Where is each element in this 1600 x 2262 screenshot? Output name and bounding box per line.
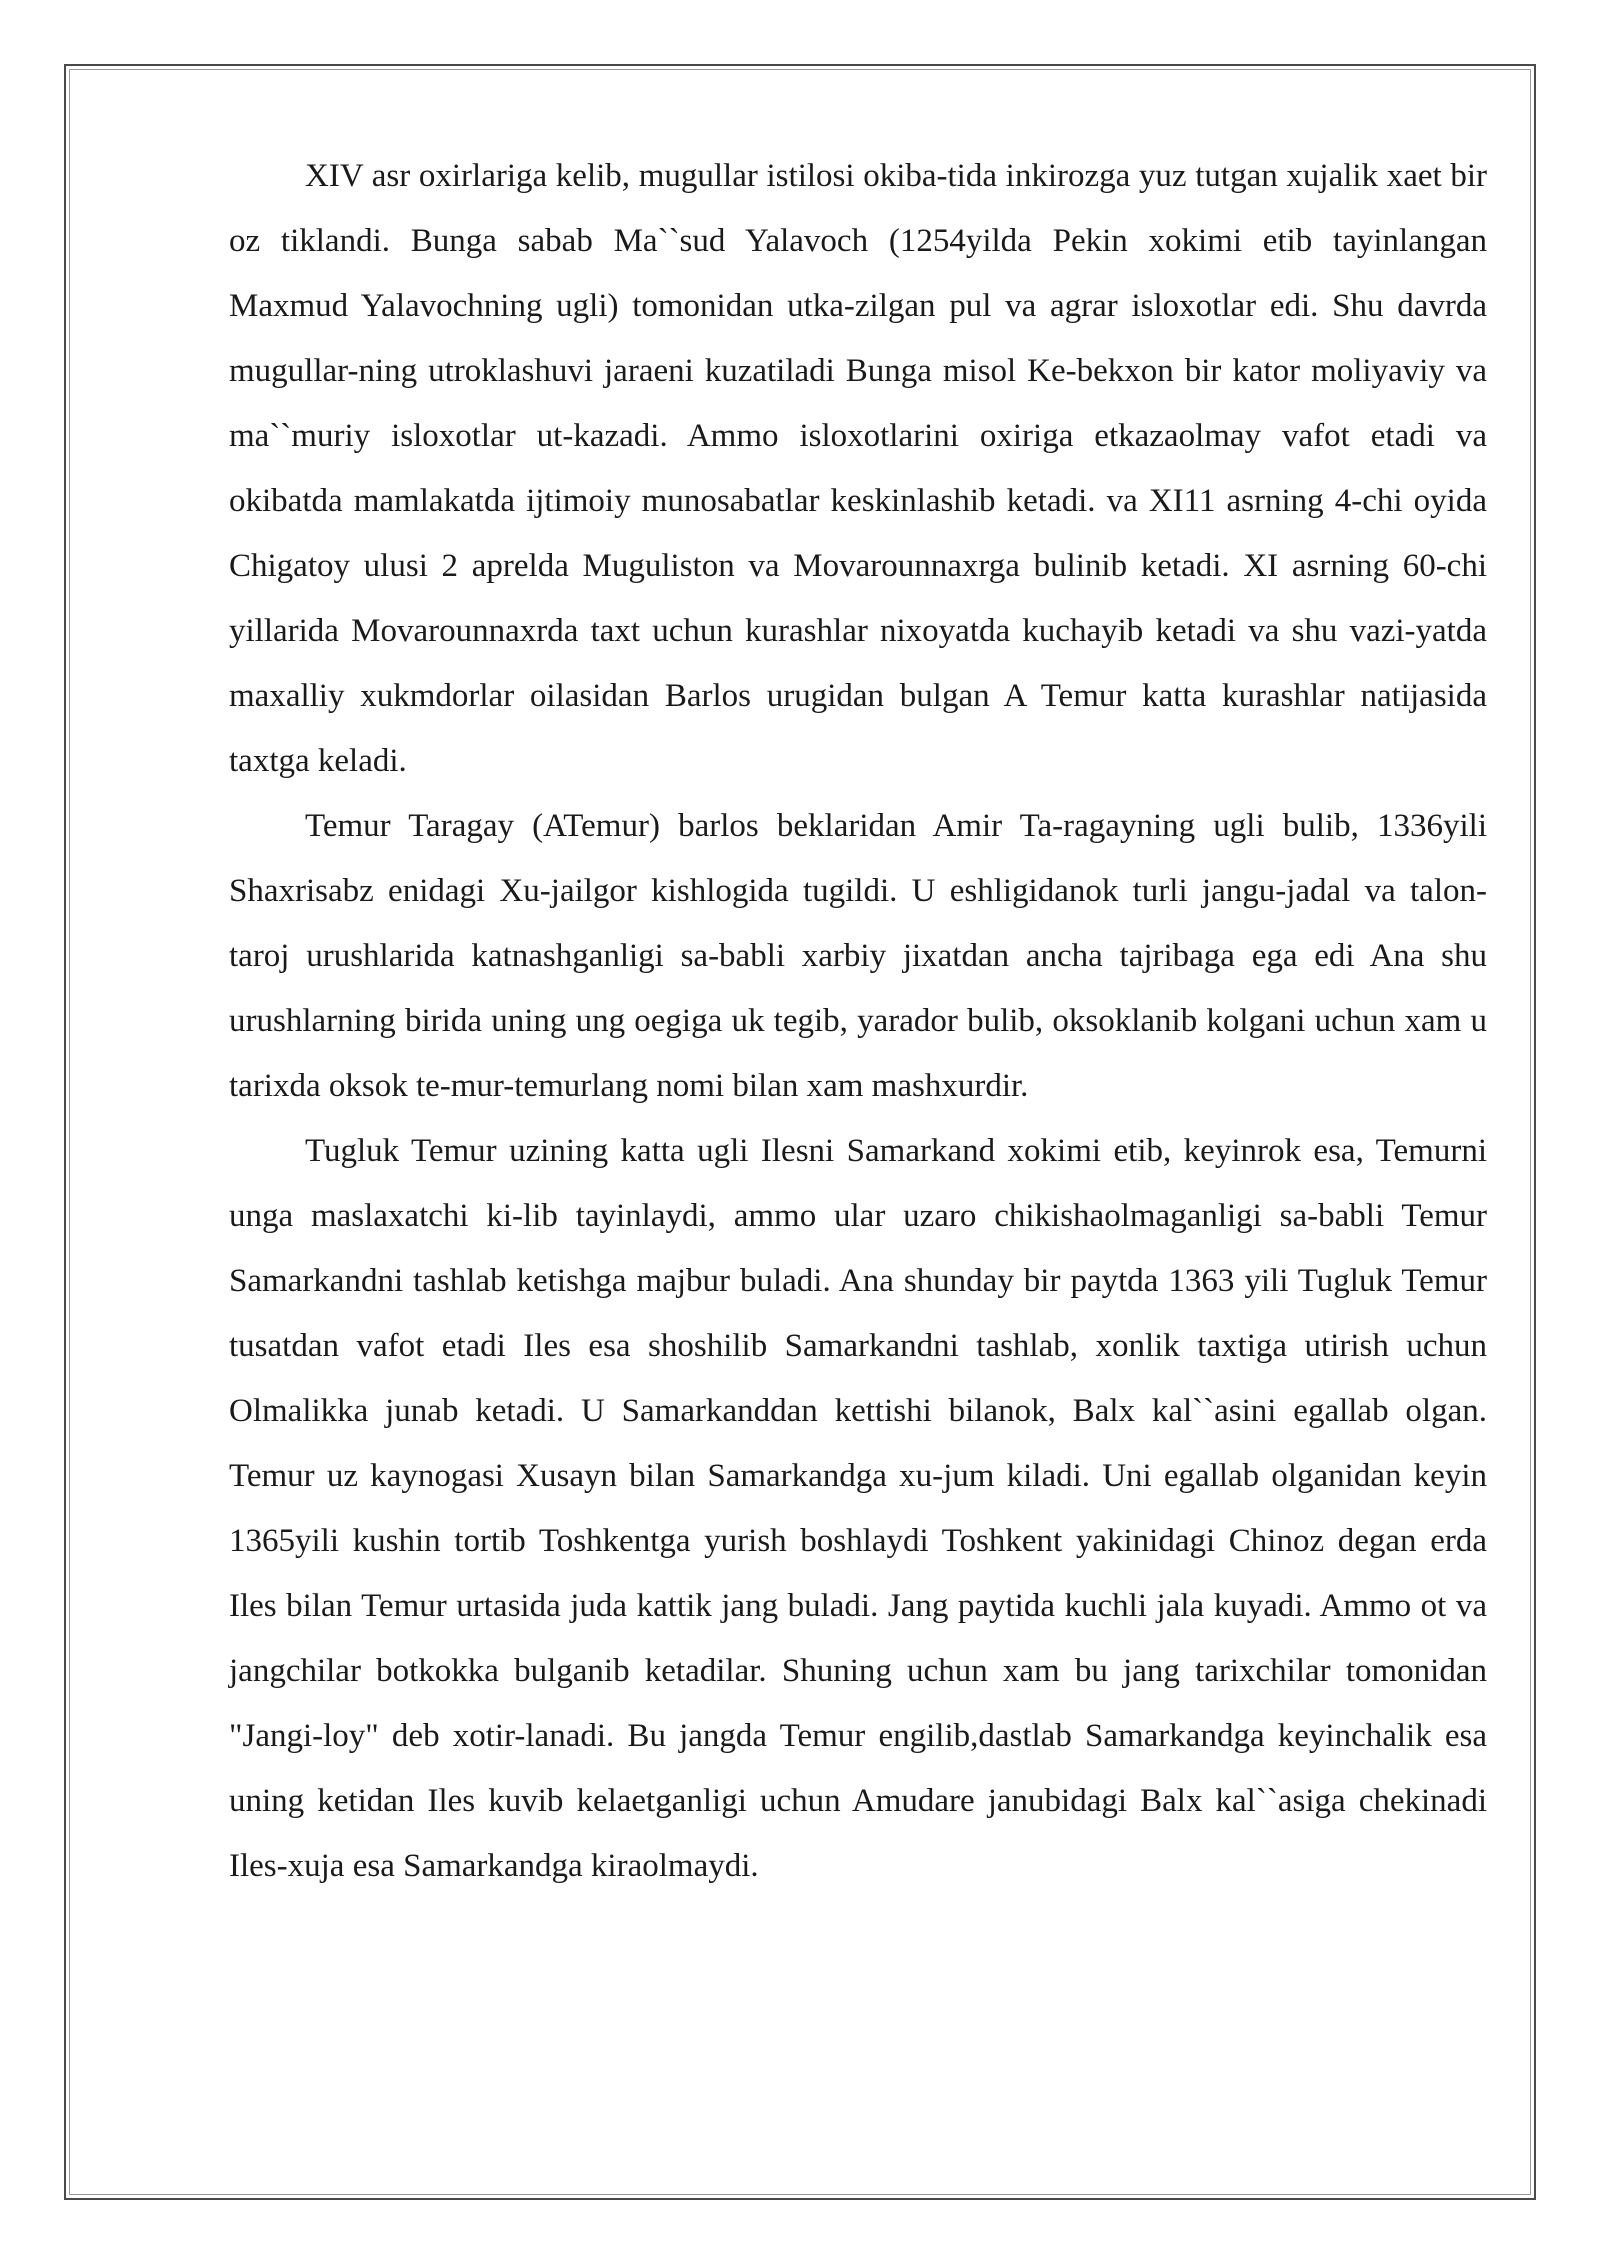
paragraph-3: Tugluk Temur uzining katta ugli Ilesni Samarkand xokimi etib, keyinrok esa, Temurni unga maslaxatchi ki-lib tayinlaydi, ammo ular uzaro chikishaolmaganligi sa-babli Temur Samarkandni tashlab ketishga majbur buladi. Ana shunday bir paytda 1363 yili Tugluk Temur tusatdan vafot etadi Iles esa shoshilib Samarkandni tashlab, xonlik taxtiga utirish uchun Olmalikka junab ketadi. U Samarkanddan kettishi bilanok, Balx kal``asini egallab olgan. Temur uz kaynogasi Xusayn bilan Samarkandga xu-jum kiladi. Uni egallab olganidan keyin 1365yili kushin tortib Toshkentga yurish boshlaydi Toshkent yakinidagi Chinoz degan erda Iles bilan Temur urtasida juda kattik jang buladi. Jang paytida kuchli jala kuyadi. Ammo ot va jangchilar botkokka bulganib ketadilar. Shuning uchun xam bu jang tarixchilar tomonidan "Jangi-loy" deb xotir-lanadi. Bu jangda Temur engilib,dastlab Samarkandga keyinchalik esa uning ketidan Iles kuvib kelaetganligi uchun Amudare janubidagi Balx kal``asiga chekinadi Iles-xuja esa Samarkandga kiraolmaydi. xyxy=(229,1133,1487,1884)
paragraph-1: XIV asr oxirlariga kelib, mugullar istilosi okiba-tida inkirozga yuz tutgan xujalik xaet bir oz tiklandi. Bunga sabab Ma``sud Yalavoch (1254yilda Pekin xokimi etib tayinlangan Maxmud Yalavochning ugli) tomonidan utka-zilgan pul va agrar isloxotlar edi. Shu davrda mugullar-ning utroklashuvi jaraeni kuzatiladi Bunga misol Ke-bekxon bir kator moliyaviy va ma``muriy isloxotlar ut-kazadi. Ammo isloxotlarini oxiriga etkazaolmay vafot etadi va okibatda mamlakatda ijtimoiy munosabatlar keskinlashib ketadi. va XI11 asrning 4-chi oyida Chigatoy ulusi 2 aprelda Muguliston va Movarounnaxrga bulinib ketadi. XI asrning 60-chi yillarida Movarounnaxrda taxt uchun kurashlar nixoyatda kuchayib ketadi va shu vazi-yatda maxalliy xukmdorlar oilasidan Barlos urugidan bulgan A Temur katta kurashlar natijasida taxtga keladi. xyxy=(229,158,1487,779)
document-body xyxy=(229,144,1487,1899)
paragraph-2: Temur Taragay (ATemur) barlos beklaridan Amir Ta-ragayning ugli bulib, 1336yili Shaxrisabz enidagi Xu-jailgor kishlogida tugildi. U eshligidanok turli jangu-jadal va talon-taroj urushlarida katnashganligi sa-babli xarbiy jixatdan ancha tajribaga ega edi Ana shu urushlarning birida uning ung oegiga uk tegib, yarador bulib, oksoklanib kolgani uchun xam u tarixda oksok te-mur-temurlang nomi bilan xam mashxurdir. xyxy=(229,808,1487,1104)
